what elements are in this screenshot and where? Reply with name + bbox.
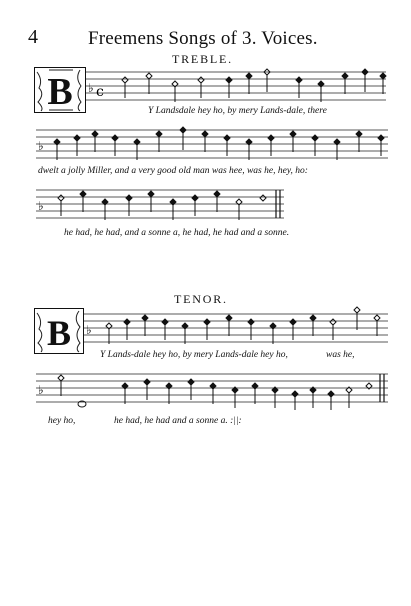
svg-text:♭: ♭: [38, 199, 44, 213]
svg-text:B: B: [46, 313, 72, 353]
treble-lyric-line-3: he had, he had, and a sonne a, he had, he had and a sonne.: [64, 228, 290, 238]
tenor-decorated-initial: [34, 308, 84, 354]
treble-staff-1: [86, 66, 388, 104]
tenor-lyric-line-2b: he had, he had and a sonne a. :||:: [114, 416, 242, 426]
treble-staff-3: [36, 184, 286, 224]
svg-text:♭: ♭: [38, 139, 44, 153]
treble-part-label: TREBLE.: [172, 52, 233, 66]
tenor-lyric-line-1b: was he,: [326, 350, 355, 360]
svg-text:♭: ♭: [86, 323, 92, 337]
tenor-staff-2: [36, 366, 390, 410]
running-head: Freemens Songs of 3. Voices.: [88, 28, 318, 49]
tenor-staff-1: [84, 306, 390, 346]
svg-text:♭: ♭: [38, 383, 44, 397]
treble-initial-ornament: [35, 68, 85, 112]
page-number: 4: [28, 26, 38, 48]
treble-lyric-line-2: dwelt a jolly Miller, and a very good old man was hee, was he, hey, ho:: [38, 166, 308, 176]
svg-text:B: B: [47, 71, 73, 112]
tenor-lyric-line-1: Y Lands-dale hey ho, by mery Lands-dale hey ho,: [100, 350, 288, 360]
tenor-initial-ornament: [35, 309, 83, 353]
tenor-part-label: TENOR.: [174, 292, 228, 306]
treble-decorated-initial: [34, 67, 86, 113]
svg-text:♭: ♭: [88, 81, 94, 95]
treble-lyric-line-1: Y Landsdale hey ho, by mery Lands-dale, there: [148, 106, 327, 116]
tenor-lyric-line-2a: hey ho,: [48, 416, 76, 426]
svg-text:c: c: [96, 84, 104, 100]
treble-staff-2: [36, 124, 390, 162]
